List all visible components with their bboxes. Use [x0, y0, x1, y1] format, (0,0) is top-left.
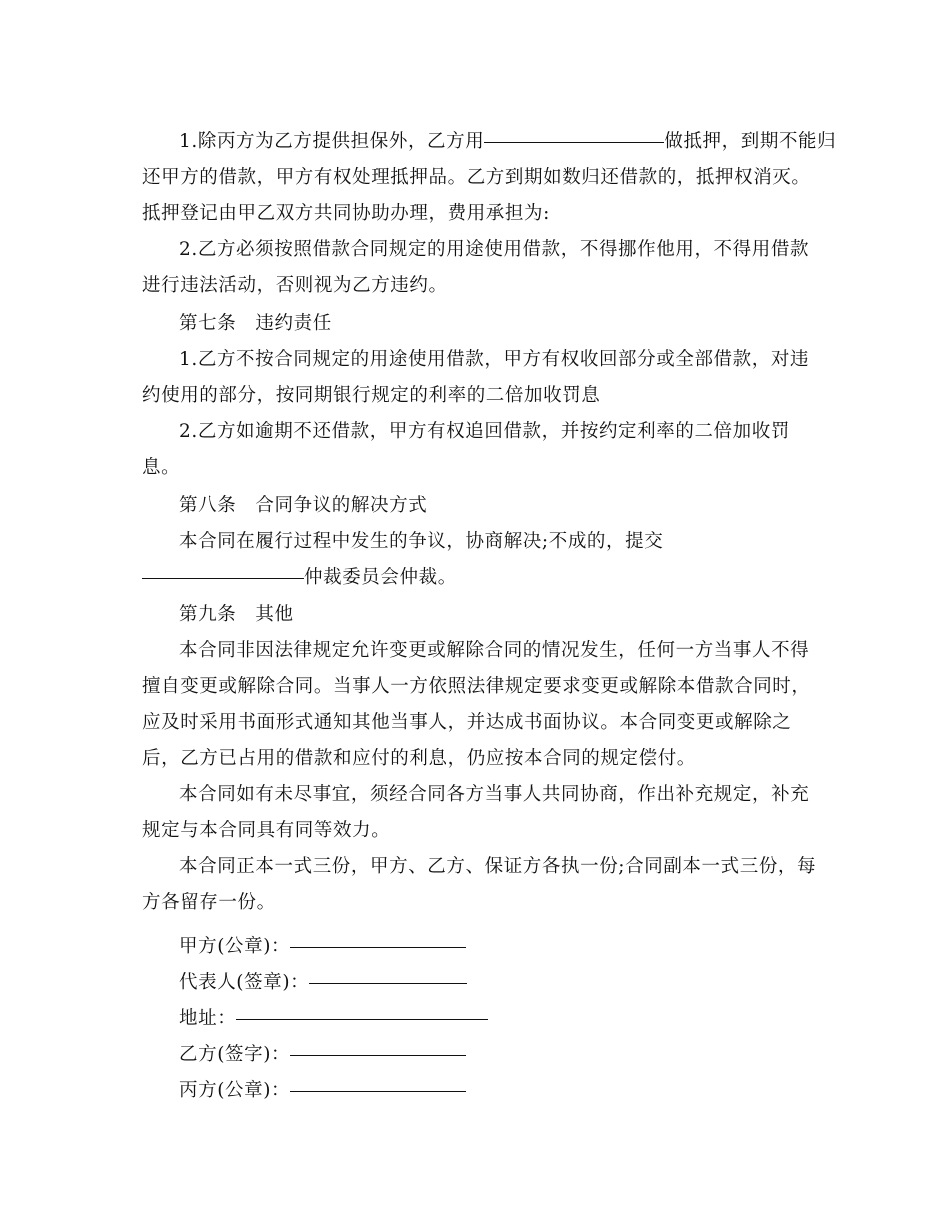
address-blank [236, 1018, 488, 1020]
clause-6-item-1-line-1 [142, 124, 837, 160]
clause-7 [142, 306, 810, 486]
clause-9-para-1-line-3: 应及时采用书面形式通知其他当事人，并达成书面协议。本合同变更或解除之 [142, 712, 792, 733]
arbitration-text: 仲裁委员会仲裁。 [304, 567, 457, 588]
signature-address [179, 1004, 488, 1030]
clause-9-para-1-line-1: 本合同非因法律规定允许变更或解除合同的情况发生，任何一方当事人不得 [179, 640, 810, 661]
clause-7-item-1-line-2: 约使用的部分，按同期银行规定的利率的二倍加收罚息 [142, 385, 601, 406]
party-b-label: 乙方(签字)： [179, 1044, 291, 1065]
representative-label: 代表人(签章)： [179, 972, 310, 993]
party-a-label: 甲方(公章)： [179, 936, 291, 957]
clause-6-item-2-line-1: 2.乙方必须按照借款合同规定的用途使用借款，不得挪作他用，不得用借款 [179, 239, 810, 260]
clause-6-items [142, 124, 837, 304]
collateral-blank [484, 141, 664, 143]
signature-party-b [179, 1040, 466, 1066]
clause-9-para-1-line-4: 后，乙方已占用的借款和应付的利息，仍应按本合同的规定偿付。 [142, 748, 696, 769]
arbitration-blank [142, 577, 304, 579]
clause-7-heading: 第七条 违约责任 [179, 313, 332, 334]
clause-8 [142, 488, 810, 596]
clause-6-item-2-line-2: 进行违法活动，否则视为乙方违约。 [142, 275, 448, 296]
party-b-blank [290, 1054, 466, 1056]
signature-party-c [179, 1076, 466, 1102]
clause-9 [142, 597, 817, 921]
collateral-text-after: 做抵押，到期不能归 [664, 131, 837, 152]
signature-representative [179, 968, 467, 994]
address-label: 地址： [179, 1008, 237, 1029]
collateral-text-before: 1.除丙方为乙方提供担保外，乙方用 [179, 131, 485, 152]
clause-9-para-3-line-1: 本合同正本一式三份，甲方、乙方、保证方各执一份;合同副本一式三份，每 [179, 856, 817, 877]
clause-7-item-2-line-1: 2.乙方如逾期不还借款，甲方有权追回借款，并按约定利率的二倍加收罚 [179, 421, 790, 442]
clause-9-para-3-line-2: 方各留存一份。 [142, 892, 276, 913]
clause-8-line-1: 本合同在履行过程中发生的争议，协商解决;不成的，提交 [179, 531, 664, 552]
clause-9-heading: 第九条 其他 [179, 604, 294, 625]
clause-9-para-2-line-1: 本合同如有未尽事宜，须经合同各方当事人共同协商，作出补充规定，补充 [179, 784, 810, 805]
clause-9-para-2-line-2: 规定与本合同具有同等效力。 [142, 820, 391, 841]
clause-6-item-1-line-3: 抵押登记由甲乙双方共同协助办理，费用承担为: [142, 203, 550, 224]
party-c-label: 丙方(公章)： [179, 1080, 291, 1101]
party-c-blank [290, 1090, 466, 1092]
clause-9-para-1-line-2: 擅自变更或解除合同。当事人一方依照法律规定要求变更或解除本借款合同时， [142, 676, 811, 697]
signature-party-a [179, 932, 466, 958]
representative-blank [309, 982, 467, 984]
clause-6-item-1-line-2: 还甲方的借款，甲方有权处理抵押品。乙方到期如数归还借款的，抵押权消灭。 [142, 167, 811, 188]
clause-7-item-2-line-2: 息。 [142, 457, 181, 478]
clause-8-heading: 第八条 合同争议的解决方式 [179, 495, 428, 516]
clause-8-line-2 [142, 560, 810, 596]
clause-7-item-1-line-1: 1.乙方不按合同规定的用途使用借款，甲方有权收回部分或全部借款，对违 [179, 349, 810, 370]
party-a-blank [290, 946, 466, 948]
